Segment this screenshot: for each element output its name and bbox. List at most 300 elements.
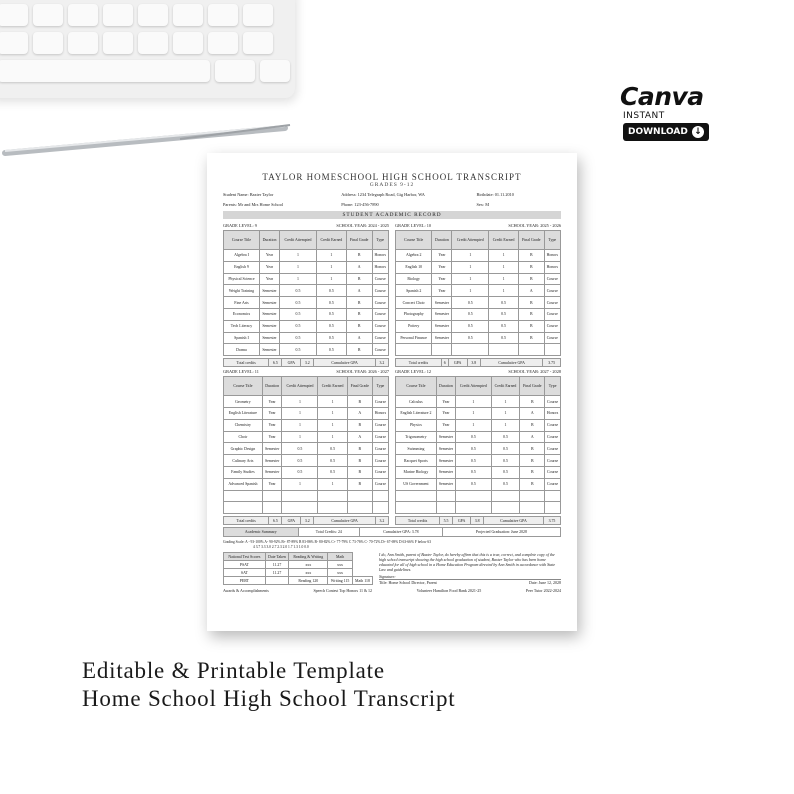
table-cell: Biology [396, 273, 432, 285]
canva-logo: Canva [620, 82, 704, 111]
table-cell: Year [432, 261, 452, 273]
sex: Sex: M [476, 202, 490, 207]
table-row [224, 466, 389, 478]
table-cell: Semester [259, 297, 279, 309]
test-cell: xxx [289, 561, 328, 569]
table-row [224, 478, 389, 490]
test-row [224, 577, 373, 585]
table-row [396, 419, 561, 431]
table-cell: 0.5 [282, 443, 318, 455]
table-cell [518, 344, 544, 356]
instant-label: INSTANT [623, 111, 665, 121]
table-cell: A [518, 285, 544, 297]
table-row [396, 308, 561, 320]
birthdate: Birthdate: 01.11.2010 [476, 192, 514, 197]
table-cell: B [347, 419, 372, 431]
table-cell: 1 [456, 419, 491, 431]
canva-badge [620, 82, 720, 141]
table-cell: Fine Arts [224, 297, 260, 309]
awards-line [223, 588, 561, 593]
table-cell [282, 490, 318, 502]
student-name: Student Name: Baxter Taylor [223, 192, 274, 197]
table-row [396, 466, 561, 478]
table-row [396, 250, 561, 262]
table-cell: 0.5 [280, 344, 317, 356]
table-cell: Year [436, 396, 455, 408]
totals-cell: Cumulative GPA [480, 359, 542, 367]
totals-cell: 5.5 [440, 517, 453, 525]
table-row [224, 396, 389, 408]
table-cell: B [520, 455, 545, 467]
totals-cell: 3.2 [301, 359, 314, 367]
table-cell: A [346, 261, 372, 273]
table-cell: A [346, 285, 372, 297]
totals-cell: Total credits [224, 517, 269, 525]
column-header: Course Title [224, 377, 263, 396]
column-header: Course Title [396, 231, 432, 250]
caption-line-2: Home School High School Transcript [82, 686, 456, 711]
table-cell [545, 490, 561, 502]
table-row [224, 285, 389, 297]
table-cell: Semester [259, 320, 279, 332]
table-cell: B [346, 308, 372, 320]
table-cell: B [347, 396, 372, 408]
table-cell [520, 490, 545, 502]
table-cell: Personal Finance [396, 332, 432, 344]
table-cell: Course [545, 396, 561, 408]
column-header: Course Title [224, 231, 260, 250]
table-cell: Semester [432, 297, 452, 309]
address: Address: 1234 Telegraph Road, Gig Harbor, WA [341, 192, 425, 197]
totals-cell: GPA [282, 517, 301, 525]
table-cell: Semester [436, 431, 455, 443]
table-cell [318, 502, 347, 514]
table-cell: Year [436, 419, 455, 431]
test-cell: National Test Scores [224, 553, 266, 561]
table-row [396, 478, 561, 490]
table-cell: Course [544, 332, 560, 344]
table-row [224, 332, 389, 344]
test-cell: xxx [328, 561, 353, 569]
table-row [224, 273, 389, 285]
totals-table [223, 358, 389, 367]
table-cell: Course [372, 273, 388, 285]
table-cell: 1 [316, 250, 346, 262]
academic-summary [223, 527, 561, 537]
table-cell: Course [544, 308, 560, 320]
table-cell: Spanish I [224, 332, 260, 344]
table-cell: Course [372, 478, 388, 490]
totals-table [395, 516, 561, 525]
table-cell: 1 [280, 261, 317, 273]
test-cell: Writing 115 [328, 577, 353, 585]
table-cell: Graphic Design [224, 443, 263, 455]
table-row [224, 407, 389, 419]
test-cell: 11.27 [265, 569, 289, 577]
table-cell: Year [432, 273, 452, 285]
table-row [224, 250, 389, 262]
column-header: Credit Earned [491, 377, 520, 396]
table-cell: 0.5 [280, 332, 317, 344]
table-cell: Year [259, 261, 279, 273]
table-cell: 1 [318, 419, 347, 431]
table-cell: B [347, 455, 372, 467]
table-row [396, 297, 561, 309]
table-row [396, 490, 561, 502]
table-row [396, 407, 561, 419]
totals-cell: GPA [448, 359, 467, 367]
table-cell: Year [262, 478, 282, 490]
table-cell: B [346, 344, 372, 356]
test-row [224, 553, 373, 561]
table-cell: 0.5 [316, 285, 346, 297]
table-cell: Course [372, 431, 388, 443]
table-row [396, 344, 561, 356]
table-cell: Advanced Spanish [224, 478, 263, 490]
table-cell: Weight Training [224, 285, 260, 297]
table-row [396, 455, 561, 467]
table-cell: 1 [489, 285, 519, 297]
totals-cell: 3.2 [375, 359, 388, 367]
year-block [223, 369, 389, 525]
table-cell: 1 [282, 419, 318, 431]
table-header-row [396, 231, 561, 250]
totals-cell: GPA [452, 517, 470, 525]
award-item: Speech Contest Top Honors 11 & 12 [313, 588, 373, 594]
table-cell: Course [372, 455, 388, 467]
table-cell: 1 [452, 261, 489, 273]
title-line: Title: Home School Director, Parent [379, 580, 437, 586]
table-cell: 0.5 [456, 455, 491, 467]
table-cell: 0.5 [282, 455, 318, 467]
course-table [395, 230, 561, 356]
table-cell: Course [544, 297, 560, 309]
column-header: Final Grade [520, 377, 545, 396]
table-cell: Course [545, 478, 561, 490]
table-cell: Course [372, 396, 388, 408]
table-row [396, 273, 561, 285]
table-cell [224, 502, 263, 514]
table-cell: 1 [452, 273, 489, 285]
table-cell: 1 [280, 273, 317, 285]
table-cell: Course [545, 455, 561, 467]
column-header: Type [372, 231, 388, 250]
download-badge: DOWNLOAD ↓ [623, 123, 709, 141]
table-cell: Course [372, 332, 388, 344]
table-row [224, 490, 389, 502]
table-header-row [224, 377, 389, 396]
test-row [224, 561, 373, 569]
test-scores-table [223, 552, 373, 585]
table-row [224, 320, 389, 332]
table-cell: Course [544, 320, 560, 332]
course-table [223, 376, 389, 514]
table-row [224, 443, 389, 455]
table-cell: Honors [545, 407, 561, 419]
column-header: Type [545, 377, 561, 396]
table-cell: 0.5 [316, 344, 346, 356]
table-cell: B [346, 297, 372, 309]
totals-table [395, 358, 561, 367]
table-cell: English 9 [224, 261, 260, 273]
totals-cell: 3.75 [543, 517, 560, 525]
table-cell: B [347, 466, 372, 478]
table-cell: 0.5 [456, 466, 491, 478]
table-cell: 1 [456, 396, 491, 408]
table-cell: Geometry [224, 396, 263, 408]
table-cell: 0.5 [489, 332, 519, 344]
table-cell [432, 344, 452, 356]
totals-row [224, 517, 389, 525]
table-cell: A [347, 407, 372, 419]
year-block [223, 223, 389, 367]
table-cell: Semester [262, 443, 282, 455]
table-cell: Semester [259, 308, 279, 320]
table-cell: Economics [224, 308, 260, 320]
table-cell: Year [262, 396, 282, 408]
table-cell: 0.5 [489, 320, 519, 332]
table-cell: Trigonometry [396, 431, 437, 443]
table-cell: B [347, 478, 372, 490]
table-cell: Photography [396, 308, 432, 320]
totals-cell: 3.2 [375, 517, 388, 525]
table-cell: Course [372, 419, 388, 431]
column-header: Credit Attempted [280, 231, 317, 250]
table-cell [282, 502, 318, 514]
table-cell: Honors [372, 250, 388, 262]
signature-line: Signature: [379, 574, 561, 580]
table-cell: Pottery [396, 320, 432, 332]
table-cell: Semester [259, 332, 279, 344]
year-header [395, 369, 561, 374]
table-cell: B [518, 320, 544, 332]
table-cell: B [347, 443, 372, 455]
table-cell: 0.5 [280, 297, 317, 309]
table-cell: Semester [432, 320, 452, 332]
awards-label: Awards & Accomplishments [223, 588, 269, 594]
table-cell: B [346, 250, 372, 262]
certification [379, 552, 561, 585]
table-cell: 1 [282, 431, 318, 443]
table-cell: Calculus [396, 396, 437, 408]
table-cell: 0.5 [452, 332, 489, 344]
keyboard [0, 0, 295, 98]
test-cell: Reading & Writing [289, 553, 328, 561]
document-title: TAYLOR HOMESCHOOL HIGH SCHOOL TRANSCRIPT [262, 172, 522, 182]
table-row [224, 455, 389, 467]
table-cell [372, 502, 388, 514]
table-cell: 1 [318, 431, 347, 443]
table-cell: 1 [316, 261, 346, 273]
summary-cell: Cumulative GPA: 3.78 [360, 528, 443, 537]
table-row [224, 308, 389, 320]
totals-cell: Total credits [396, 517, 440, 525]
award-item: Volunteer Hamilton Food Bank 2021-25 [416, 588, 482, 594]
table-cell: A [520, 407, 545, 419]
totals-cell: Total credits [396, 359, 442, 367]
table-cell: Racquet Sports [396, 455, 437, 467]
grade-level: GRADE LEVEL: 9 [223, 223, 257, 228]
table-row [396, 502, 561, 514]
table-cell: A [347, 431, 372, 443]
table-cell: Family Studies [224, 466, 263, 478]
table-cell: Honors [544, 250, 560, 262]
table-cell: Algebra I [224, 250, 260, 262]
table-cell: Semester [436, 455, 455, 467]
totals-cell: 3.2 [301, 517, 314, 525]
column-header: Credit Earned [318, 377, 347, 396]
table-cell: 1 [318, 396, 347, 408]
table-cell: 0.5 [280, 320, 317, 332]
certification-text: I do, Ann Smith, parent of Baxter Taylor, do hereby affirm that this is a true, correct, and complete copy of the high school transcript showing the high school graduation of student, Baxter Taylor who has been home educated for all of high school in a Home Education Program directed by Ann Smith in accordance with State Law and guidelines. [379, 552, 556, 573]
grading-scale-text: Grading Scale: A - 93-100% A- 90-92% B+ 87-89% B 83-86% B- 80-82% C+ 77-79% C 73-76% C- 70-72% D+ 67-69% D 63-66% F below 63 [223, 540, 432, 545]
tests-and-certification [223, 552, 561, 585]
table-cell: 0.5 [491, 455, 520, 467]
date-line: Date: June 12, 2028 [529, 580, 561, 586]
totals-row [224, 359, 389, 367]
table-cell [396, 490, 437, 502]
table-cell: 1 [318, 407, 347, 419]
table-cell: B [518, 261, 544, 273]
column-header: Credit Attempted [456, 377, 491, 396]
table-cell: Course [372, 320, 388, 332]
year-pair [223, 223, 561, 367]
test-cell [265, 577, 289, 585]
table-cell: B [346, 320, 372, 332]
column-header: Duration [262, 377, 282, 396]
table-cell: Course [372, 285, 388, 297]
table-cell: 1 [491, 407, 520, 419]
caption-line-1: Editable & Printable Template [82, 658, 385, 683]
table-cell [224, 490, 263, 502]
table-cell [491, 502, 520, 514]
table-cell: 1 [456, 407, 491, 419]
table-cell: 1 [280, 250, 317, 262]
table-cell: 0.5 [456, 443, 491, 455]
totals-cell: 3.8 [471, 517, 484, 525]
table-row [396, 261, 561, 273]
table-row [224, 344, 389, 356]
grade-level: GRADE LEVEL: 11 [223, 369, 259, 375]
table-cell: B [520, 396, 545, 408]
table-row [224, 431, 389, 443]
totals-cell: 6.5 [269, 517, 282, 525]
column-header: Credit Earned [489, 231, 519, 250]
test-row [224, 569, 373, 577]
table-cell: 0.5 [316, 332, 346, 344]
phone: Phone: 123-456-7890 [341, 202, 379, 207]
table-cell [545, 502, 561, 514]
table-cell: 1 [452, 250, 489, 262]
table-cell: 0.5 [316, 308, 346, 320]
table-cell: Honors [372, 261, 388, 273]
table-cell [436, 502, 455, 514]
table-cell: Course [372, 443, 388, 455]
table-cell: 1 [491, 419, 520, 431]
summary-cell: Academic Summary [224, 528, 299, 537]
table-cell: Year [432, 250, 452, 262]
table-cell: Concert Choir [396, 297, 432, 309]
year-block [395, 369, 561, 525]
table-cell: Course [545, 431, 561, 443]
table-cell: 0.5 [456, 431, 491, 443]
table-cell: Marine Biology [396, 466, 437, 478]
table-cell: A [346, 332, 372, 344]
table-cell: Year [436, 407, 455, 419]
table-cell: 1 [489, 273, 519, 285]
table-row [396, 285, 561, 297]
table-cell: 0.5 [316, 297, 346, 309]
table-cell: 0.5 [282, 466, 318, 478]
table-cell: Honors [544, 261, 560, 273]
table-cell: B [518, 332, 544, 344]
column-header: Course Title [396, 377, 437, 396]
school-year: SCHOOL YEAR: 2024 - 2025 [336, 223, 389, 228]
table-cell [456, 502, 491, 514]
column-header: Type [372, 377, 388, 396]
table-cell: 1 [282, 396, 318, 408]
table-row [396, 396, 561, 408]
course-table [395, 376, 561, 514]
table-row [396, 431, 561, 443]
table-cell: B [346, 273, 372, 285]
column-header: Type [544, 231, 560, 250]
table-cell: B [518, 308, 544, 320]
table-cell: Course [372, 308, 388, 320]
year-header [395, 223, 561, 228]
table-cell [456, 490, 491, 502]
table-cell: 1 [282, 407, 318, 419]
grade-level: GRADE LEVEL: 12 [395, 369, 432, 375]
table-cell: 1 [452, 285, 489, 297]
table-cell: Course [545, 466, 561, 478]
table-cell: 0.5 [280, 308, 317, 320]
table-cell: 0.5 [491, 431, 520, 443]
table-cell [544, 344, 560, 356]
totals-cell: 6.5 [269, 359, 282, 367]
totals-cell: Cumulative GPA [314, 517, 376, 525]
table-row [224, 502, 389, 514]
totals-cell: 3.75 [543, 359, 561, 367]
test-cell: Date Taken [265, 553, 289, 561]
totals-cell: GPA [282, 359, 301, 367]
table-cell [262, 502, 282, 514]
table-cell: 1 [491, 396, 520, 408]
document-subtitle: GRADES 9-12 [369, 182, 415, 188]
table-cell: 0.5 [316, 320, 346, 332]
table-cell: 1 [282, 478, 318, 490]
test-cell: Reading 120 [289, 577, 328, 585]
table-cell: Semester [436, 443, 455, 455]
table-cell [452, 344, 489, 356]
test-cell: xxx [328, 569, 353, 577]
test-cell: SAT [224, 569, 266, 577]
test-cell: PSAT [224, 561, 266, 569]
table-cell: 0.5 [452, 297, 489, 309]
grade-level: GRADE LEVEL: 10 [395, 223, 432, 228]
column-header: Duration [436, 377, 455, 396]
table-header-row [224, 231, 389, 250]
table-cell: US Government [396, 478, 437, 490]
table-cell: Course [545, 419, 561, 431]
test-cell: Math [328, 553, 353, 561]
table-cell: 0.5 [452, 320, 489, 332]
table-cell: Spanish 2 [396, 285, 432, 297]
table-cell: B [518, 297, 544, 309]
totals-cell: Cumulative GPA [484, 517, 544, 525]
school-year: SCHOOL YEAR: 2026 - 2027 [336, 369, 389, 375]
table-cell: Course [544, 273, 560, 285]
